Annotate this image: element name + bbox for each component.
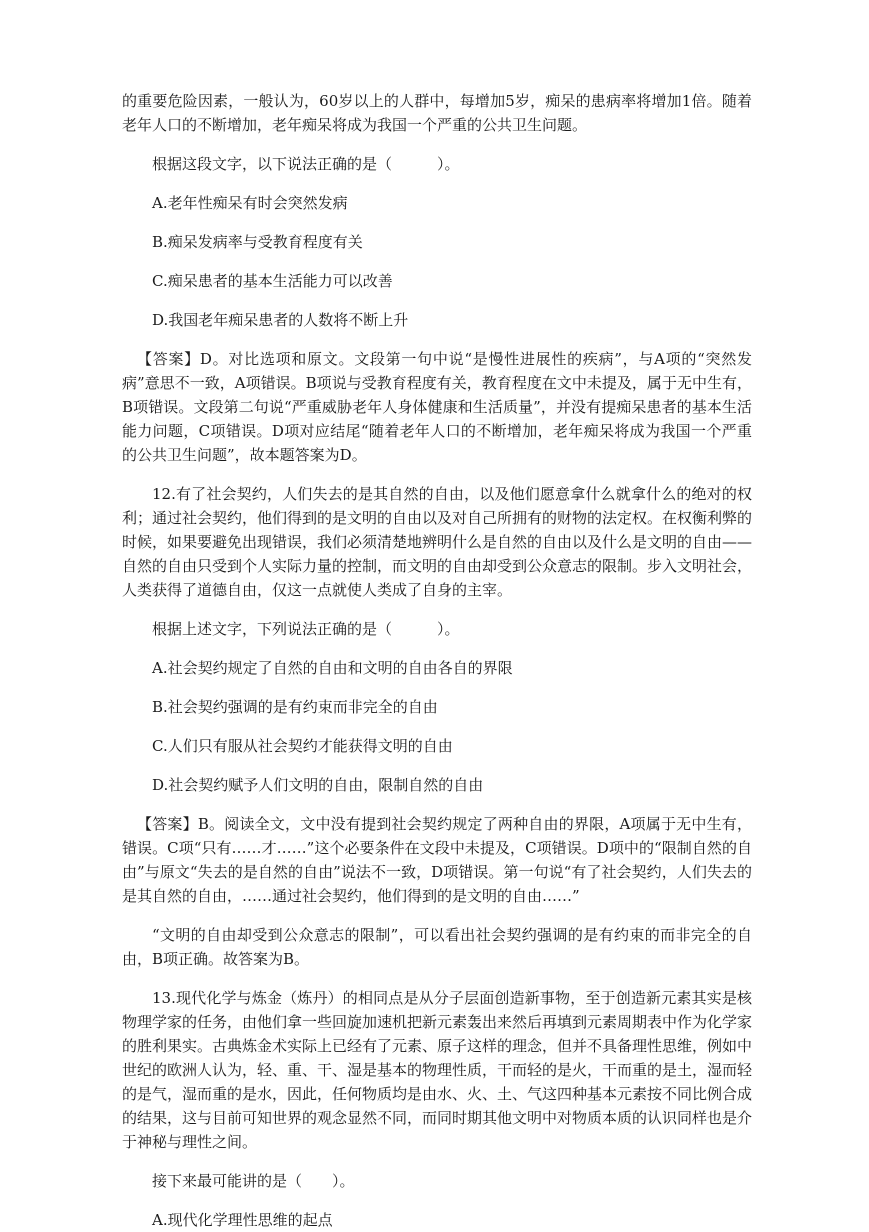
q12-option-b: B.社会契约强调的是有约束而非完全的自由	[152, 698, 438, 716]
q12-option-d: D.社会契约赋予人们文明的自由，限制自然的自由	[152, 776, 484, 794]
q12-question: 根据上述文字，下列说法正确的是（ ）。	[152, 620, 460, 638]
q13-question: 接下来最可能讲的是（ ）。	[152, 1172, 355, 1190]
q11-question: 根据这段文字，以下说法正确的是（ ）。	[152, 155, 460, 173]
document-page	[122, 89, 752, 1232]
q12-answer: 【答案】B。阅读全文，文中没有提到社会契约规定了两种自由的界限，A项属于无中生有，错误。C项“只有……才……”这个必要条件在文段中未提及，C项错误。D项中的“限制自然的自由”与原文“失去的是自然的自由”说法不一致，D项错误。第一句说“有了社会契约，人们失去的是其自然的自由，……通过社会契约，他们得到的是文明的自由……”	[122, 815, 752, 905]
q12-passage: 12.有了社会契约，人们失去的是其自然的自由，以及他们愿意拿什么就拿什么的绝对的权利；通过社会契约，他们得到的是文明的自由以及对自己所拥有的财物的法定权。在权衡利弊的时候，如果要避免出现错误，我们必须清楚地辨明什么是自然的自由以及什么是文明的自由——自然的自由只受到个人实际力量的控制，而文明的自由却受到公众意志的限制。步入文明社会，人类获得了道德自由，仅这一点就使人类成了自身的主宰。	[122, 485, 753, 599]
q11-option-c: C.痴呆患者的基本生活能力可以改善	[152, 272, 393, 290]
q12-option-c: C.人们只有服从社会契约才能获得文明的自由	[152, 737, 453, 755]
q11-option-b: B.痴呆发病率与受教育程度有关	[152, 233, 363, 251]
q12-answer-continued: “文明的自由却受到公众意志的限制”，可以看出社会契约强调的是有约束的而非完全的自由，B项正确。故答案为B。	[122, 926, 752, 968]
q13-passage: 13.现代化学与炼金（炼丹）的相同点是从分子层面创造新事物，至于创造新元素其实是核物理学家的任务，由他们拿一些回旋加速机把新元素轰出来然后再填到元素周期表中作为化学家的胜利果实。古典炼金术实际上已经有了元素、原子这样的理念，但并不具备理性思维，例如中世纪的欧洲人认为，轻、重、干、湿是基本的物理性质，干而轻的是火，干而重的是土，湿而轻的是气，湿而重的是水，因此，任何物质均是由水、火、土、气这四种基本元素按不同比例合成的结果，这与目前可知世界的观念显然不同，而同时期其他文明中对物质本质的认识同样也是介于神秘与理性之间。	[122, 989, 753, 1151]
q11-answer: 【答案】D。对比选项和原文。文段第一句中说“是慢性进展性的疾病”，与A项的“突然发病”意思不一致，A项错误。B项说与受教育程度有关，教育程度在文中未提及，属于无中生有，B项错误。文段第二句说“严重威胁老年人身体健康和生活质量”，并没有提痴呆患者的基本生活能力问题，C项错误。D项对应结尾“随着老年人口的不断增加，老年痴呆将成为我国一个严重的公共卫生问题”，故本题答案为D。	[122, 350, 752, 464]
q11-option-a: A.老年性痴呆有时会突然发病	[152, 194, 348, 212]
q13-option-a: A.现代化学理性思维的起点	[152, 1211, 333, 1229]
q11-passage-tail: 的重要危险因素，一般认为，60岁以上的人群中，每增加5岁，痴呆的患病率将增加1倍。随着老年人口的不断增加，老年痴呆将成为我国一个严重的公共卫生问题。	[122, 92, 752, 134]
q11-option-d: D.我国老年痴呆患者的人数将不断上升	[152, 311, 409, 329]
q12-option-a: A.社会契约规定了自然的自由和文明的自由各自的界限	[152, 659, 513, 677]
